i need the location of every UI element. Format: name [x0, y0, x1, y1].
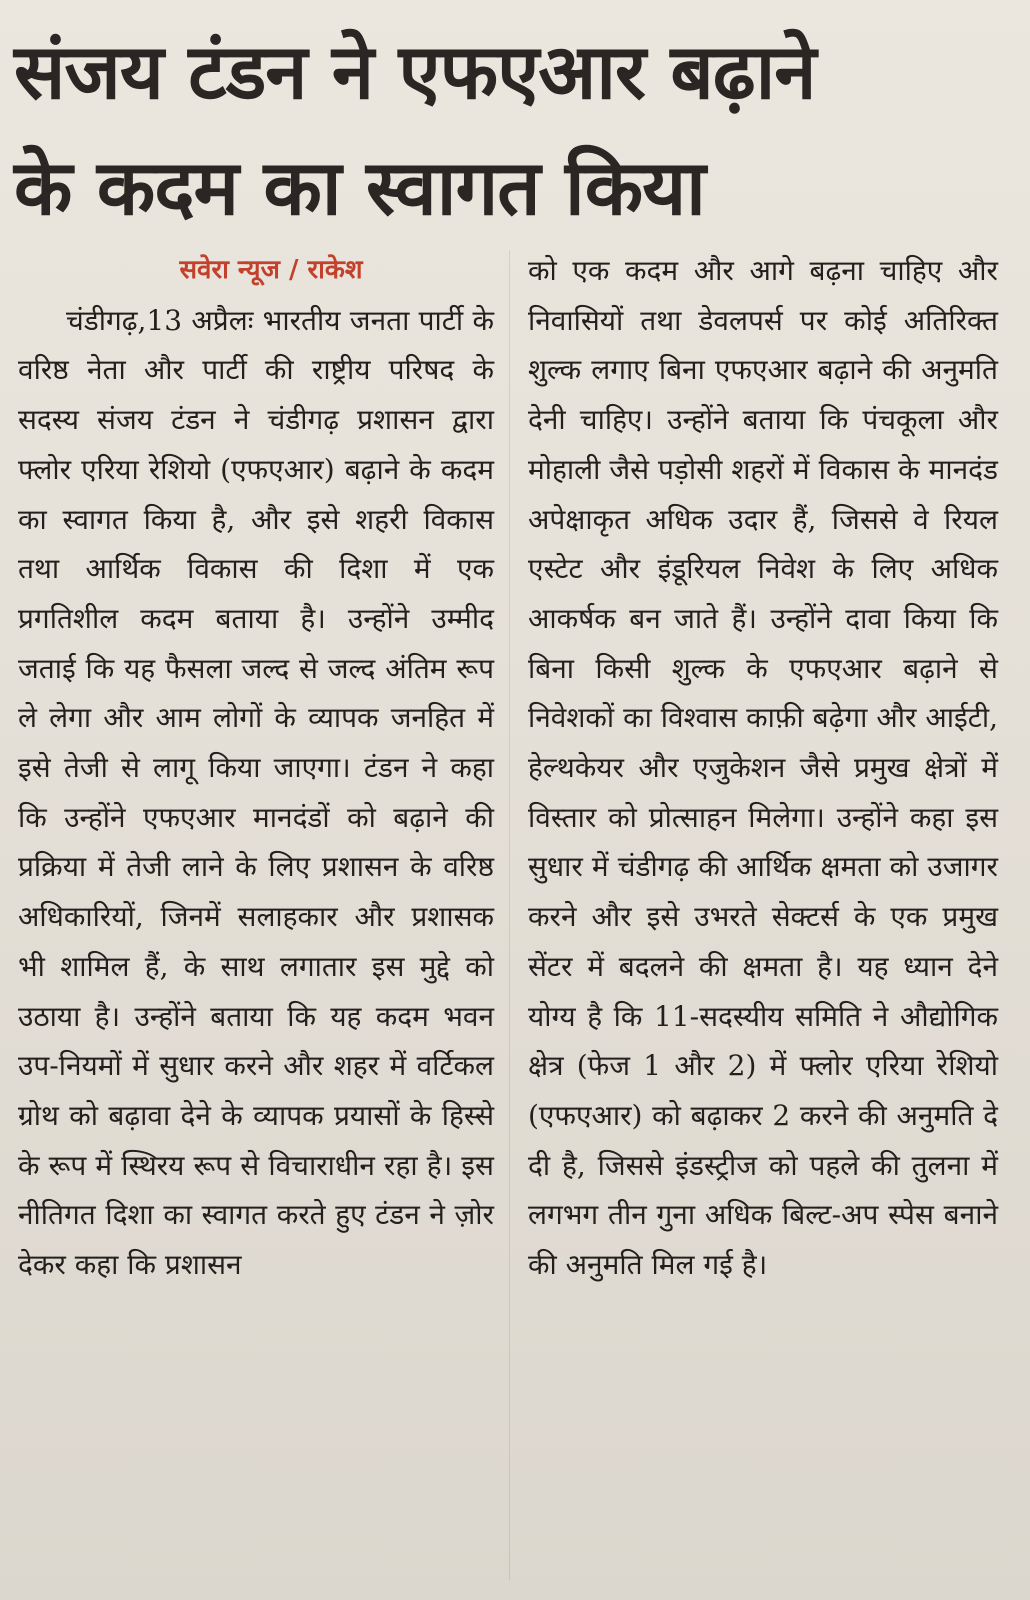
headline-line-1: संजय टंडन ने एफएआर बढ़ाने	[14, 27, 816, 116]
left-column	[18, 246, 494, 1290]
article-body	[0, 246, 1030, 1600]
headline-line-2: के कदम का स्वागत किया	[14, 143, 705, 232]
right-column	[528, 246, 998, 1290]
left-column-text	[18, 296, 494, 1290]
byline: सवेरा न्यूज / राकेश	[179, 255, 363, 285]
headline	[14, 14, 1014, 246]
body-left: भारतीय जनता पार्टी के वरिष्ठ नेता और पार्टी की राष्ट्रीय परिषद के सदस्य संजय टंडन ने चंडीगढ़ प्रशासन द्वारा फ्लोर एरिया रेशियो (एफएआर) बढ़ाने के कदम का स्वागत किया है, और इसे शहरी विकास तथा आर्थिक विकास की दिशा में एक प्रगतिशील कदम बताया है। उन्होंने उम्मीद जताई कि यह फैसला जल्द से जल्द अंतिम रूप ले लेगा और आम लोगों के व्यापक जनहित में इसे तेजी से लागू किया जाएगा। टंडन ने कहा कि उन्होंने एफएआर मानदंडों को बढ़ाने की प्रक्रिया में तेजी लाने के लिए प्रशासन के वरिष्ठ अधिकारियों, जिनमें सलाहकार और प्रशासक भी शामिल हैं, के साथ लगातार इस मुद्दे को उठाया है। उन्होंने बताया कि यह कदम भवन उप-नियमों में सुधार करने और शहर में वर्टिकल ग्रोथ को बढ़ावा देने के व्यापक प्रयासों के हिस्से के रूप में स्थिरय रूप से विचाराधीन रहा है। इस नीतिगत दिशा का स्वागत करते हुए टंडन ने ज़ोर देकर कहा कि प्रशासन	[18, 303, 494, 1282]
dateline: चंडीगढ़,13 अप्रैलः	[66, 303, 254, 337]
body-right: को एक कदम और आगे बढ़ना चाहिए और निवासियों तथा डेवलपर्स पर कोई अतिरिक्त शुल्क लगाए बिना एफएआर बढ़ाने की अनुमति देनी चाहिए। उन्होंने बताया कि पंचकूला और मोहाली जैसे पड़ोसी शहरों में विकास के मानदंड अपेक्षाकृत अधिक उदार हैं, जिससे वे रियल एस्टेट और इंडूरियल निवेश के लिए अधिक आकर्षक बन जाते हैं। उन्होंने दावा किया कि बिना किसी शुल्क के एफएआर बढ़ाने से निवेशकों का विश्वास काफ़ी बढ़ेगा और आईटी, हेल्थकेयर और एजुकेशन जैसे प्रमुख क्षेत्रों में विस्तार को प्रोत्साहन मिलेगा। उन्होंने कहा इस सुधार में चंडीगढ़ की आर्थिक क्षमता को उजागर करने और इसे उभरते सेक्टर्स के एक प्रमुख सेंटर में बदलने की क्षमता है। यह ध्यान देने योग्य है कि 11-सदस्यीय समिति ने औद्योगिक क्षेत्र (फेज 1 और 2) में फ्लोर एरिया रेशियो (एफएआर) को बढ़ाकर 2 करने की अनुमति दे दी है, जिससे इंडस्ट्रीज को पहले की तुलना में लगभग तीन गुना अधिक बिल्ट-अप स्पेस बनाने की अनुमति मिल गई है।	[528, 254, 998, 1282]
